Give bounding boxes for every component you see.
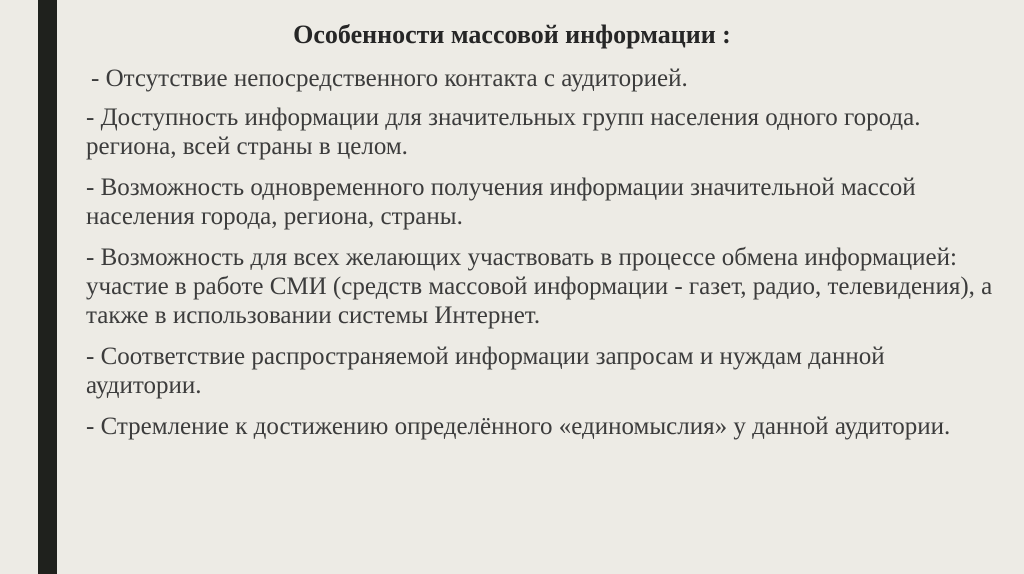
- list-item: - Соответствие распространяемой информации запросам и нуждам данной аудитории.: [86, 343, 885, 399]
- slide-title: Особенности массовой информации :: [293, 20, 731, 49]
- slide-accent-bar: [38, 0, 57, 574]
- bullet-list: [86, 64, 998, 453]
- list-item: - Возможность для всех желающих участвовать в процессе обмена информацией: участие в работе СМИ (средств массовой информации - газет, радио, телевидения), а также в использовании системы Интернет.: [86, 244, 993, 329]
- list-item: - Доступность информации для значительных групп населения одного города. региона, всей страны в целом.: [86, 104, 921, 160]
- list-item: - Стремление к достижению определённого «единомыслия» у данной аудитории.: [86, 413, 951, 440]
- list-item: - Возможность одновременного получения информации значительной массой населения города, региона, страны.: [86, 174, 916, 230]
- list-item: - Отсутствие непосредственного контакта с аудиторией.: [91, 65, 688, 92]
